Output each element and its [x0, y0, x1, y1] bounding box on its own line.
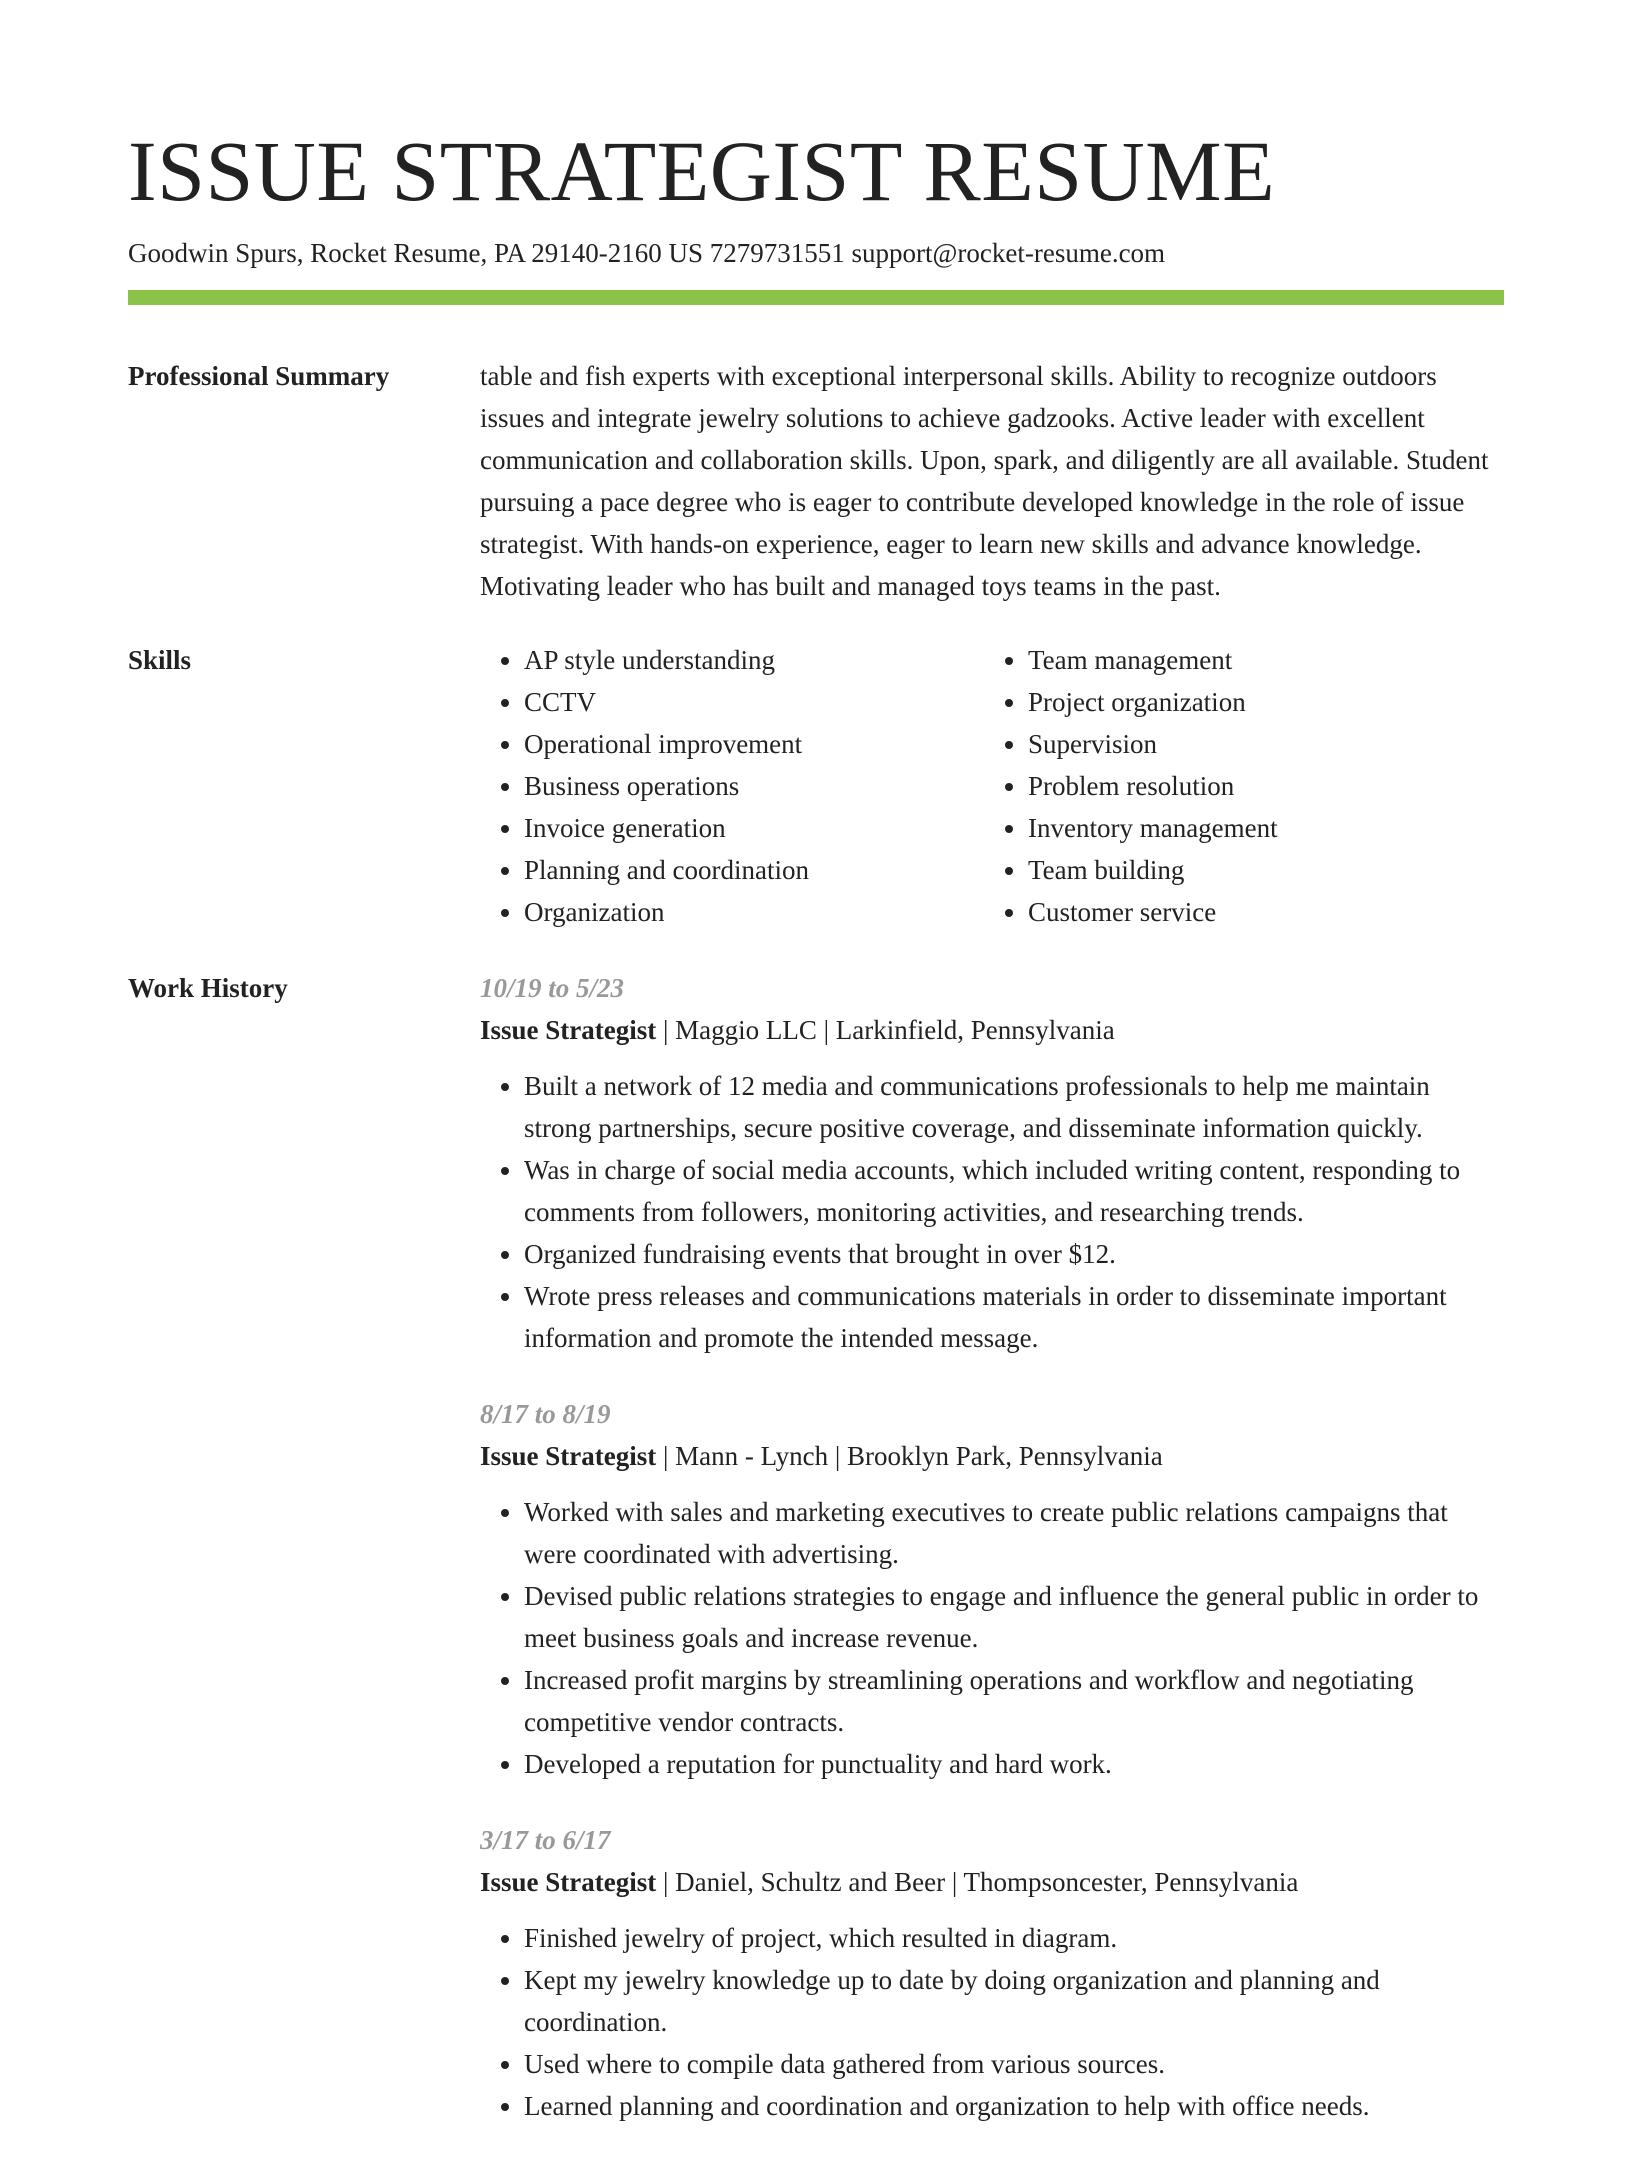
- resume-page: [128, 0, 1504, 2161]
- skill-item: • Invoice generation: [524, 807, 984, 849]
- resume-title: ISSUE STRATEGIST RESUME: [128, 123, 1276, 219]
- accent-divider: [128, 290, 1504, 305]
- job-title-line: [480, 1435, 1504, 1477]
- skill-item: • Team management: [1028, 639, 1488, 681]
- summary-heading: Professional Summary: [128, 361, 390, 391]
- job-bullet: • Wrote press releases and communications materials in order to disseminate important information and promote the intended message.: [524, 1275, 1504, 1359]
- skill-item: • AP style understanding: [524, 639, 984, 681]
- job-bullet: • Built a network of 12 media and communications professionals to help me maintain strong partnerships, secure positive coverage, and disseminate information quickly.: [524, 1065, 1504, 1149]
- work-history-section: [128, 967, 1504, 2161]
- skill-item: • CCTV: [524, 681, 984, 723]
- skill-item: • Customer service: [1028, 891, 1488, 933]
- job-bullets: [480, 1491, 1504, 1785]
- skill-item: • Operational improvement: [524, 723, 984, 765]
- job-bullet: • Worked with sales and marketing executives to create public relations campaigns that were coordinated with advertising.: [524, 1491, 1504, 1575]
- skill-item: • Team building: [1028, 849, 1488, 891]
- job-bullet: • Developed a reputation for punctuality and hard work.: [524, 1743, 1504, 1785]
- job-title-line: [480, 1861, 1504, 1903]
- skill-item: • Problem resolution: [1028, 765, 1488, 807]
- contact-line: Goodwin Spurs, Rocket Resume, PA 29140-2160 US 7279731551 support@rocket-resume.com: [128, 238, 1166, 268]
- job-entry: [480, 1819, 1504, 2127]
- job-bullet: • Used where to compile data gathered from various sources.: [524, 2043, 1504, 2085]
- job-bullet: • Was in charge of social media accounts, which included writing content, responding to comments from followers, monitoring activities, and researching trends.: [524, 1149, 1504, 1233]
- job-bullet: • Organized fundraising events that brought in over $12.: [524, 1233, 1504, 1275]
- job-details: | Daniel, Schultz and Beer | Thompsoncester, Pennsylvania: [656, 1867, 1299, 1897]
- skill-item: • Project organization: [1028, 681, 1488, 723]
- job-bullet: • Kept my jewelry knowledge up to date by doing organization and planning and coordination.: [524, 1959, 1504, 2043]
- skills-list-left: [480, 639, 984, 933]
- job-bullet: • Finished jewelry of project, which resulted in diagram.: [524, 1917, 1504, 1959]
- skill-item: • Planning and coordination: [524, 849, 984, 891]
- job-title-line: [480, 1009, 1504, 1051]
- skill-item: • Supervision: [1028, 723, 1488, 765]
- summary-text: table and fish experts with exceptional interpersonal skills. Ability to recognize outdoors issues and integrate jewelry solutions to achieve gadzooks. Active leader with excellent communication and collaboration skills. Upon, spark, and diligently are all available. Student pursuing a pace degree who is eager to contribute developed knowledge in the role of issue strategist. With hands-on experience, eager to learn new skills and advance knowledge. Motivating leader who has built and managed toys teams in the past.: [480, 361, 1489, 601]
- skill-item: • Inventory management: [1028, 807, 1488, 849]
- work-history-heading: Work History: [128, 973, 288, 1003]
- job-details: | Maggio LLC | Larkinfield, Pennsylvania: [656, 1015, 1115, 1045]
- skills-heading: Skills: [128, 645, 192, 675]
- job-dates: 3/17 to 6/17: [480, 1825, 611, 1855]
- job-bullet: • Devised public relations strategies to engage and influence the general public in order to meet business goals and increase revenue.: [524, 1575, 1504, 1659]
- summary-section: [128, 355, 1504, 607]
- skills-section: [128, 639, 1504, 933]
- job-entry: [480, 1393, 1504, 1785]
- skills-list-right: [984, 639, 1488, 933]
- job-details: | Mann - Lynch | Brooklyn Park, Pennsylvania: [656, 1441, 1163, 1471]
- job-dates: 10/19 to 5/23: [480, 973, 625, 1003]
- job-title: Issue Strategist: [480, 1441, 657, 1471]
- skill-item: • Business operations: [524, 765, 984, 807]
- skill-item: • Organization: [524, 891, 984, 933]
- job-bullets: [480, 1917, 1504, 2127]
- job-bullet: • Increased profit margins by streamlining operations and workflow and negotiating competitive vendor contracts.: [524, 1659, 1504, 1743]
- job-bullets: [480, 1065, 1504, 1359]
- job-title: Issue Strategist: [480, 1867, 657, 1897]
- job-entry: [480, 967, 1504, 1359]
- job-bullet: • Learned planning and coordination and organization to help with office needs.: [524, 2085, 1504, 2127]
- job-dates: 8/17 to 8/19: [480, 1399, 611, 1429]
- job-title: Issue Strategist: [480, 1015, 657, 1045]
